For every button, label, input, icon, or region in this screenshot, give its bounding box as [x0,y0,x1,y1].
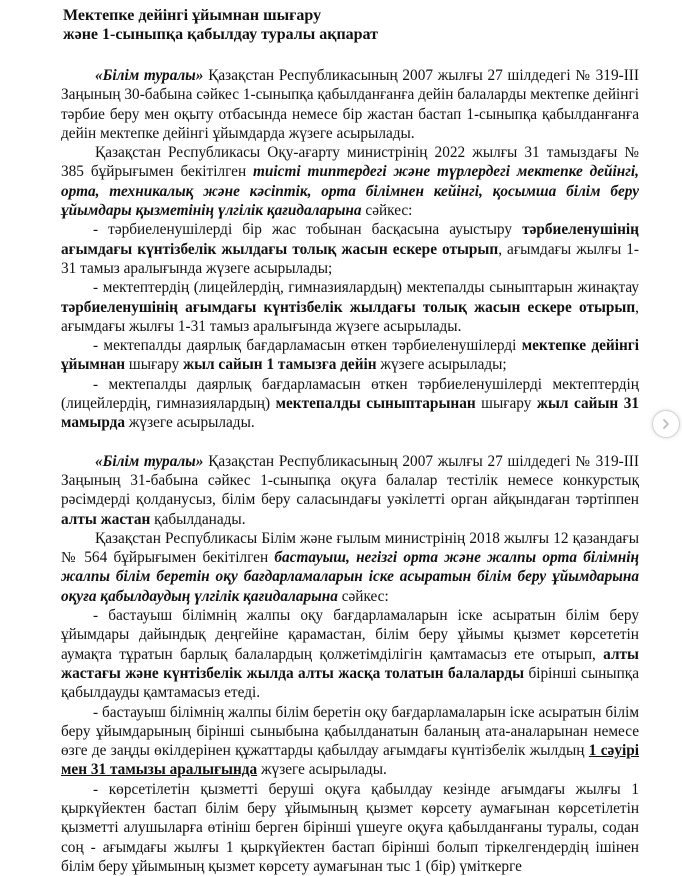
paragraph-emphasis: алты жастан [61,510,151,528]
section2-paragraph-1 [61,452,639,529]
list-emphasis: жыл сайын 1 тамызға дейін [182,356,377,374]
paragraph-text: Қазақстан Республикасының 2007 жылғы 27 шілдедегі № 319-ІІІ Заңының 30-бабына сәйкес 1-сыныпқа қабылданғанға дейін балаларды мектепке дейінгі тәрбие беру мен оқыту отбасында немесе бір жастан бастап 1-сыныпқа қабылданғанға дейін мектепке дейінгі ұйымдарда жүзеге асырылады. [61,67,639,142]
section1-list-item-1 [61,220,639,278]
paragraph-text: сәйкес: [361,202,413,220]
list-text: - тәрбиеленушілерді бір жас тобынан басқасына ауыстыру [93,221,523,239]
paragraph-text: Қазақстан Республикасы Білім және ғылым министрінің 2018 жылғы 12 қазандағы № 564 бұйрығымен бекітілген [61,529,639,567]
list-text: - бастауыш білімнің жалпы оқу бағдарламаларын іске асыратын білім беру ұйымдары дайындық деңгейіне қарамастан, білім беру ұйымы қызмет көрсететін аумақта тұратын барлық балалардың қолжетімділігін қамтамасыз ете отырып, [61,607,639,663]
section1-list-item-3 [61,336,639,375]
law-reference: «Білім туралы» [95,452,204,470]
section2-list-item-1 [61,606,639,702]
section1-list-item-4 [61,375,639,433]
section2-list-item-3: - көрсетілетін қызметті беруші оқуға қабылдау кезінде ағымдағы жылғы 1 қыркүйектен бастап білім беру ұйымының қызмет көрсету аумағынан көрсетілетін қызметті алушыларға өтініш берген бірінші үшеуге оқуға қабылданғаны туралы, содан соң - ағымдағы жылғы 1 қыркүйектен бастап бірінші болып тіркелгендердің ішінен білім беру ұйымының қызмет көрсету аумағынан тыс 1 (бір) үміткерге [61,780,639,875]
list-text: , ағымдағы жылғы 1-31 тамыз аралығында жүзеге асырылады. [61,298,639,335]
rules-reference: бастауыш, негізгі орта және жалпы орта білімнің жалпы білім беретін оқу бағдарламаларын іске асыратын білім беру ұйымдарына оқуға қабылдаудың үлгілік қағидаларына [61,549,639,605]
list-text: жүзеге асырылады. [257,761,387,779]
list-emphasis: тәрбиеленушінің ағымдағы күнтізбелік жылдағы толық жасын ескере отырып [61,298,636,316]
paragraph-text: Қазақстан Республикасы Оқу-ағарту министрінің 2022 жылғы 31 тамыздағы № 385 бұйрығымен бекітілген [61,144,639,181]
list-text: шығару [475,395,537,413]
list-text: , ағымдағы жылғы 1-31 тамыз аралығында жүзеге асырылады; [61,240,640,277]
section1-paragraph-2 [61,143,639,220]
list-text: - бастауыш білімнің жалпы білім беретін оқу бағдарламаларын іске асыратын білім беру ұйымдарының бірінші сыныбына қабылданатын баланың ата-аналарынан немесе өзге де заңды өкілдерінен құжаттарды қабылдау ағымдағы күнтізбелік жылдың [61,703,639,760]
rules-reference: тиісті типтердегі және түрлердегі мектепке дейінгі, орта, техникалық және кәсіптік, орта білімнен кейінгі, қосымша білім беру ұйымдары қызметінің үлгілік қағидаларына [61,163,639,220]
list-text: - мектепалды даярлық бағдарламасын өткен тәрбиеленушілерді мектептердің (лицейлердің, гимназиялардың) [61,375,639,413]
list-text: бірінші сыныпқа қабылдауды қамтамасыз етеді. [61,664,639,702]
list-text: жүзеге асырылады; [376,356,507,374]
list-emphasis: алты жастағы және күнтізбелік жылда алты жасқа толатын балаларды [61,645,639,682]
law-reference: «Білім туралы» [95,67,204,84]
list-emphasis: жыл сайын 31 мамырда [61,395,640,432]
list-text: - мектептердің (лицейлердің, гимназиялардың) мектепалды сыныптарын жинақтау [93,279,639,297]
list-text: - мектепалды даярлық бағдарламасын өткен тәрбиеленушілерді [93,337,522,355]
list-emphasis: тәрбиеленушінің ағымдағы күнтізбелік жылдағы толық жасын ескере отырып [61,221,639,258]
list-text: шығару [125,356,183,374]
paragraph-text: Қазақстан Республикасының 2007 жылғы 27 шілдедегі № 319-ІІІ Заңының 31-бабына сәйкес 1-сыныпқа оқуға балалар тестілік немесе конкурстық рәсімдерді қолданусыз, білім беру саласындағы уәкілетті орган айқындаған тәртіппен [61,452,639,509]
paragraph-text: сәйкес: [337,587,389,605]
section1-list-item-2 [61,278,639,336]
section1-paragraph-1 [61,66,639,143]
section2-list-item-2 [61,703,639,780]
title-line-2: және 1-сыныпқа қабылдау туралы ақпарат [63,26,378,43]
chevron-right-icon [660,418,672,430]
title-line-1: Мектепке дейінгі ұйымнан шығару [63,7,322,24]
list-emphasis: 1 сәуірі мен 31 тамызы аралығында [61,742,639,779]
list-emphasis: мектепалды сыныптарынан [275,395,476,413]
document-body [61,66,639,876]
section2-paragraph-2 [61,529,639,606]
list-text: жүзеге асырылады. [125,414,255,432]
document-title [63,6,643,44]
next-slide-button[interactable] [652,410,680,438]
list-emphasis: мектепке дейінгі ұйымнан [61,337,639,374]
paragraph-text: қабылданады. [150,510,246,528]
